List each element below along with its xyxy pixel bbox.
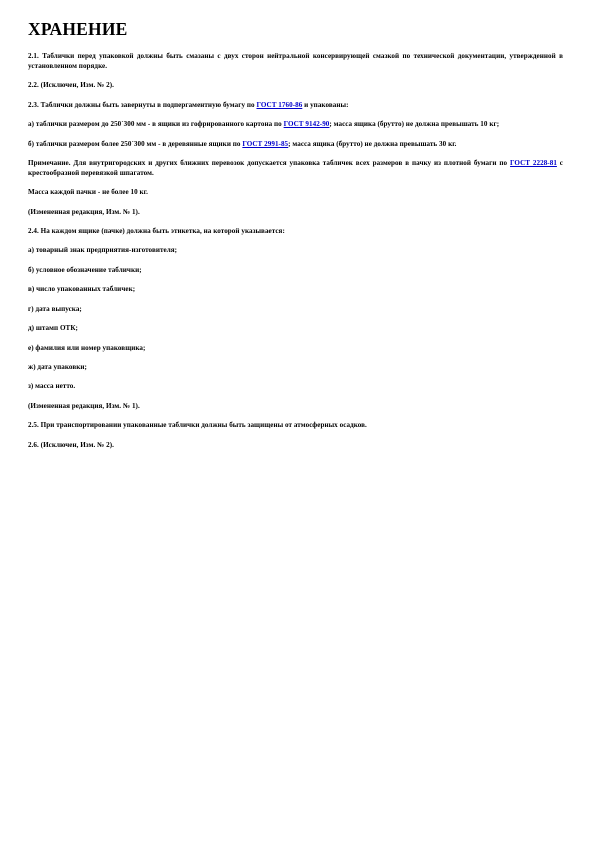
- label-item-g: [28, 305, 563, 315]
- paragraph-text: 2.3. Таблички должны быть завернуты в подпергаментную бумагу по: [28, 100, 257, 109]
- paragraph-text: б) таблички размером более 250´300 мм - в деревянные ящики по: [28, 139, 243, 148]
- document-body: [28, 52, 563, 460]
- paragraph-text: б) условное обозначение таблички;: [28, 265, 142, 274]
- paragraph-text: е) фамилия или номер упаковщика;: [28, 343, 146, 352]
- label-item-a: [28, 246, 563, 256]
- paragraph-text: з) масса нетто.: [28, 382, 76, 391]
- paragraph-text: ; масса ящика (брутто) не должна превышать 30 кг.: [288, 139, 457, 148]
- paragraph-text: 2.1. Таблички перед упаковкой должны быть смазаны с двух сторон нейтральной консервирующей смазкой по технической документации, утвержденной в установленном порядке.: [28, 52, 563, 70]
- paragraph-2-1: [28, 52, 563, 72]
- paragraph-text: а) таблички размером до 250´300 мм - в ящики из гофрированного картона по: [28, 120, 284, 129]
- paragraph-2-6: [28, 441, 563, 451]
- gost-2991-85-link[interactable]: ГОСТ 2991-85: [242, 139, 289, 148]
- label-item-e: [28, 344, 563, 354]
- paragraph-text: и упакованы:: [302, 100, 349, 109]
- paragraph-text: 2.2. (Исключен, Изм. № 2).: [28, 81, 114, 90]
- paragraph-text: д) штамп ОТК;: [28, 324, 78, 333]
- label-item-d: [28, 324, 563, 334]
- gost-2228-81-link[interactable]: ГОСТ 2228-81: [510, 158, 557, 167]
- gost-1760-86-link[interactable]: ГОСТ 1760-86: [256, 100, 303, 109]
- section-title: ХРАНЕНИЕ: [28, 19, 128, 39]
- label-item-b: [28, 266, 563, 276]
- paragraph-2-4: [28, 227, 563, 237]
- paragraph-text: в) число упакованных табличек;: [28, 285, 136, 294]
- paragraph-2-3-a: [28, 120, 563, 130]
- paragraph-pack-mass: [28, 188, 563, 198]
- paragraph-text: (Измененная редакция, Изм. № 1).: [28, 401, 140, 410]
- paragraph-text: с крестообразной перевязкой шпагатом.: [28, 158, 563, 177]
- paragraph-text: а) товарный знак предприятия-изготовителя;: [28, 246, 178, 255]
- paragraph-text: 2.4. На каждом ящике (пачке) должна быть этикетка, на которой указывается:: [28, 227, 285, 236]
- paragraph-2-2: [28, 81, 563, 91]
- paragraph-text: 2.5. При транспортировании упакованные таблички должны быть защищены от атмосферных осадков.: [28, 421, 367, 430]
- paragraph-text: ж) дата упаковки;: [28, 362, 87, 371]
- label-item-zh: [28, 363, 563, 373]
- paragraph-note: [28, 159, 563, 179]
- paragraph-text: ; масса ящика (брутто) не должна превышать 10 кг;: [329, 120, 500, 129]
- paragraph-2-5: [28, 421, 563, 431]
- paragraph-2-3-b: [28, 140, 563, 150]
- paragraph-amendment: [28, 402, 563, 412]
- label-item-z: [28, 382, 563, 392]
- paragraph-amendment: [28, 208, 563, 218]
- paragraph-text: Масса каждой пачки - не более 10 кг.: [28, 188, 148, 197]
- gost-9142-90-link[interactable]: ГОСТ 9142-90: [283, 120, 330, 129]
- paragraph-text: Примечание. Для внутригородских и других ближних перевозок допускается упаковка табличек всех размеров в пачку из плотной бумаги по: [28, 158, 511, 167]
- paragraph-text: 2.6. (Исключен, Изм. № 2).: [28, 440, 114, 449]
- paragraph-text: г) дата выпуска;: [28, 304, 82, 313]
- label-item-v: [28, 285, 563, 295]
- paragraph-text: (Измененная редакция, Изм. № 1).: [28, 207, 140, 216]
- paragraph-2-3: [28, 101, 563, 111]
